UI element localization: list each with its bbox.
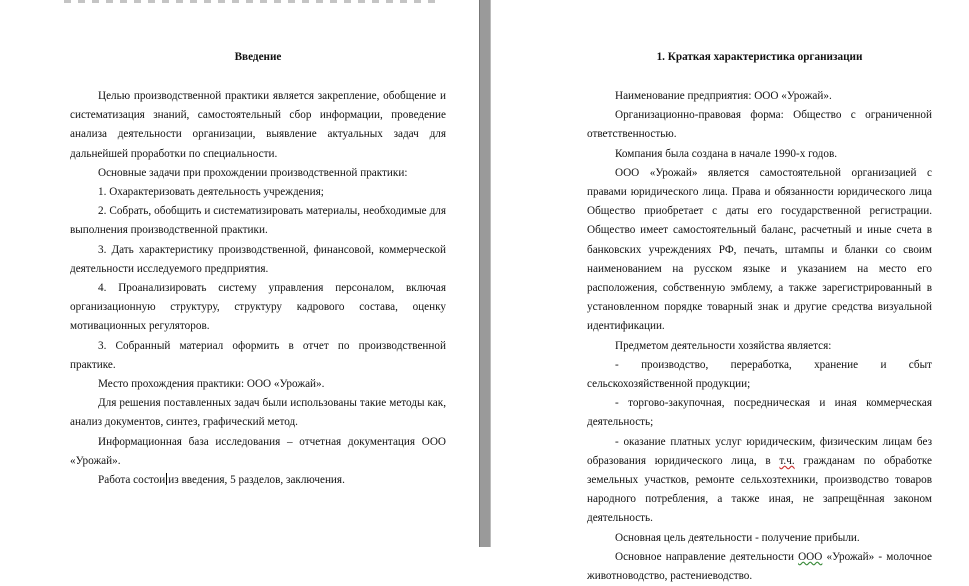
paragraph: ООО «Урожай» является самостоятельной организацией с правами юридического лица. Права и обязанности юридического лица Общество приобретает с даты его государственной регистрации. Общество имеет самостоятельный баланс, расчетный и иные счета в банковских учреждениях РФ, печать, штампы и бланки со своим наименованием на русском языке и указанием на место его расположения, собственную эмблему, а также зарегистрированный в установленном порядке товарный знак и другие средства визуальной идентификации. (587, 166, 932, 333)
text-run: «Урожай» - молочное животноводство, растениеводство. (587, 550, 932, 583)
document-page-left (0, 0, 479, 547)
paragraph: 3. Дать характеристику производственной, финансовой, коммерческой деятельности исследуемого предприятия. (70, 243, 446, 275)
paragraph: Место прохождения практики: ООО «Урожай». (98, 378, 325, 391)
page-title-organization: 1. Краткая характеристика организации (656, 51, 863, 63)
paragraph: Основная цель деятельности - получение прибыли. (615, 531, 860, 544)
paragraph: Предметом деятельности хозяйства является: (615, 339, 832, 352)
spellcheck-marked-text: т.ч. (779, 454, 795, 467)
paragraph: 3. Собранный материал оформить в отчет по производственной практике. (70, 339, 446, 371)
text-run: - оказание платных услуг юридическим, физическим лицам без образования юридического лица, в (587, 435, 932, 467)
paragraph: Целью производственной практики является закрепление, обобщение и систематизация знаний, самостоятельный сбор информации, проведение анализа деятельности организации, выявление актуальных задач для дальнейшей проработки по специальности. (70, 90, 446, 160)
paragraph: - производство, переработка, хранение и сбыт сельскохозяйственной продукции; (587, 358, 932, 391)
paragraph: Организационно-правовая форма: Общество с ограниченной ответственностью. (587, 109, 932, 141)
page-title-introduction: Введение (234, 51, 282, 63)
text-run: Основное направление деятельности (615, 550, 799, 563)
paragraph-with-cursor (70, 471, 446, 490)
paragraph: Для решения поставленных задач были использованы такие методы как, анализ документов, синтез, графический метод. (70, 397, 446, 429)
page-content-right[interactable] (587, 48, 932, 586)
grammar-marked-text: ООО (798, 550, 823, 563)
document-page-right (491, 0, 969, 583)
paragraph: 4. Проанализировать систему управления персоналом, включая организационную структуру, структуру кадрового состава, оценку мотивационных регуляторов. (70, 282, 446, 333)
paragraph: Основные задачи при прохождении производственной практики: (98, 166, 408, 179)
paragraph: 1. Охарактеризовать деятельность учреждения; (98, 186, 324, 199)
text-before-cursor: Работа состои (98, 474, 166, 487)
paragraph: Наименование предприятия: ООО «Урожай». (615, 90, 832, 102)
paragraph: - торгово-закупочная, посредническая и иная коммерческая деятельность; (587, 397, 932, 429)
text-run: гражданам по обработке земельных участков, ремонте сельхозтехники, производство товаров народного потребления, а также иная, не запрещённая законом деятельность. (587, 454, 932, 525)
paragraph (587, 548, 932, 586)
paragraph: Компания была создана в начале 1990-х годов. (615, 147, 838, 160)
paragraph (587, 433, 932, 529)
page-gap (479, 0, 491, 547)
paragraph: Информационная база исследования – отчетная документация ООО «Урожай». (70, 435, 446, 467)
paragraph: 2. Собрать, обобщить и систематизировать материалы, необходимые для выполнения производственной практики. (70, 205, 446, 237)
ruler-marks (0, 0, 479, 6)
text-after-cursor: из введения, 5 разделов, заключения. (168, 474, 345, 487)
page-content-left[interactable] (70, 48, 446, 490)
